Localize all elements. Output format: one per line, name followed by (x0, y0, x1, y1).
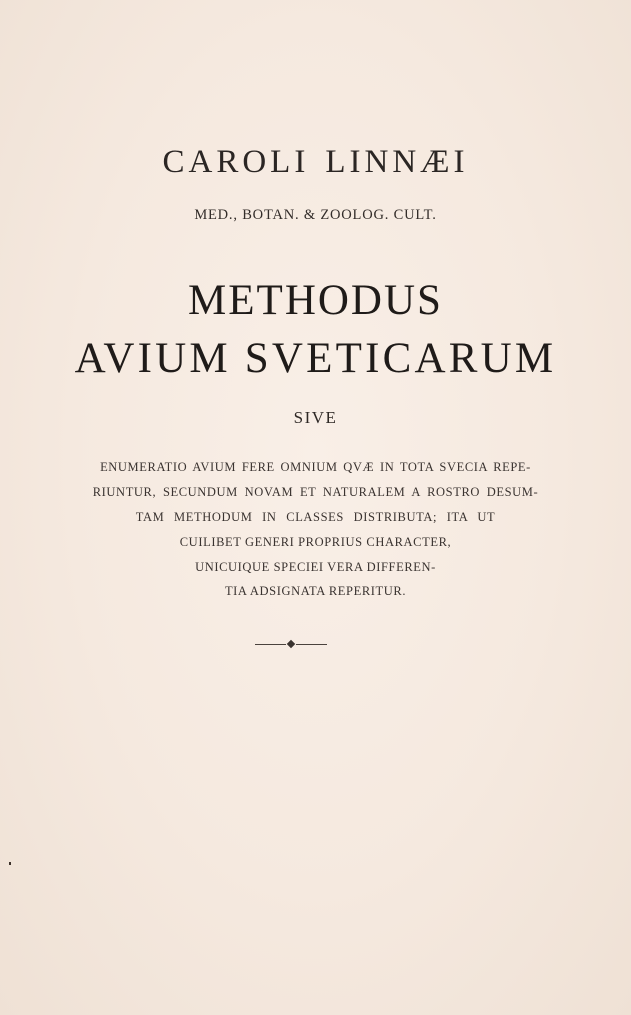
title-line-2: AVIUM SVETICARUM (74, 335, 557, 382)
author-qualifications: MED., BOTAN. & ZOOLOG. CULT. (194, 207, 437, 223)
author-last-name: LINNÆI (325, 144, 469, 180)
ornamental-divider (255, 640, 327, 650)
description-line: TIA ADSIGNATA REPERITUR. (224, 584, 407, 598)
author-name (0, 142, 631, 182)
description-line: UNICUIQUE SPECIEI VERA DIFFEREN- (195, 560, 436, 574)
author-first-name: CAROLI (162, 144, 310, 180)
description-line: ENUMERATIO AVIUM FERE OMNIUM QVÆ IN TOTA SVECIA REPE- (100, 460, 531, 474)
title-line-1: METHODUS (188, 277, 443, 324)
divider-rule-left (255, 644, 286, 645)
description-line: TAM METHODUM IN CLASSES DISTRIBUTA; ITA UT (135, 510, 496, 524)
ink-speck (9, 862, 11, 865)
description-line: RIUNTUR, SECUNDUM NOVAM ET NATURALEM A ROSTRO DESUM- (92, 485, 539, 499)
diamond-ornament-icon (287, 640, 295, 648)
divider-rule-right (296, 644, 327, 645)
description-line: CUILIBET GENERI PROPRIUS CHARACTER, (179, 535, 452, 549)
connector-word: SIVE (293, 408, 338, 427)
